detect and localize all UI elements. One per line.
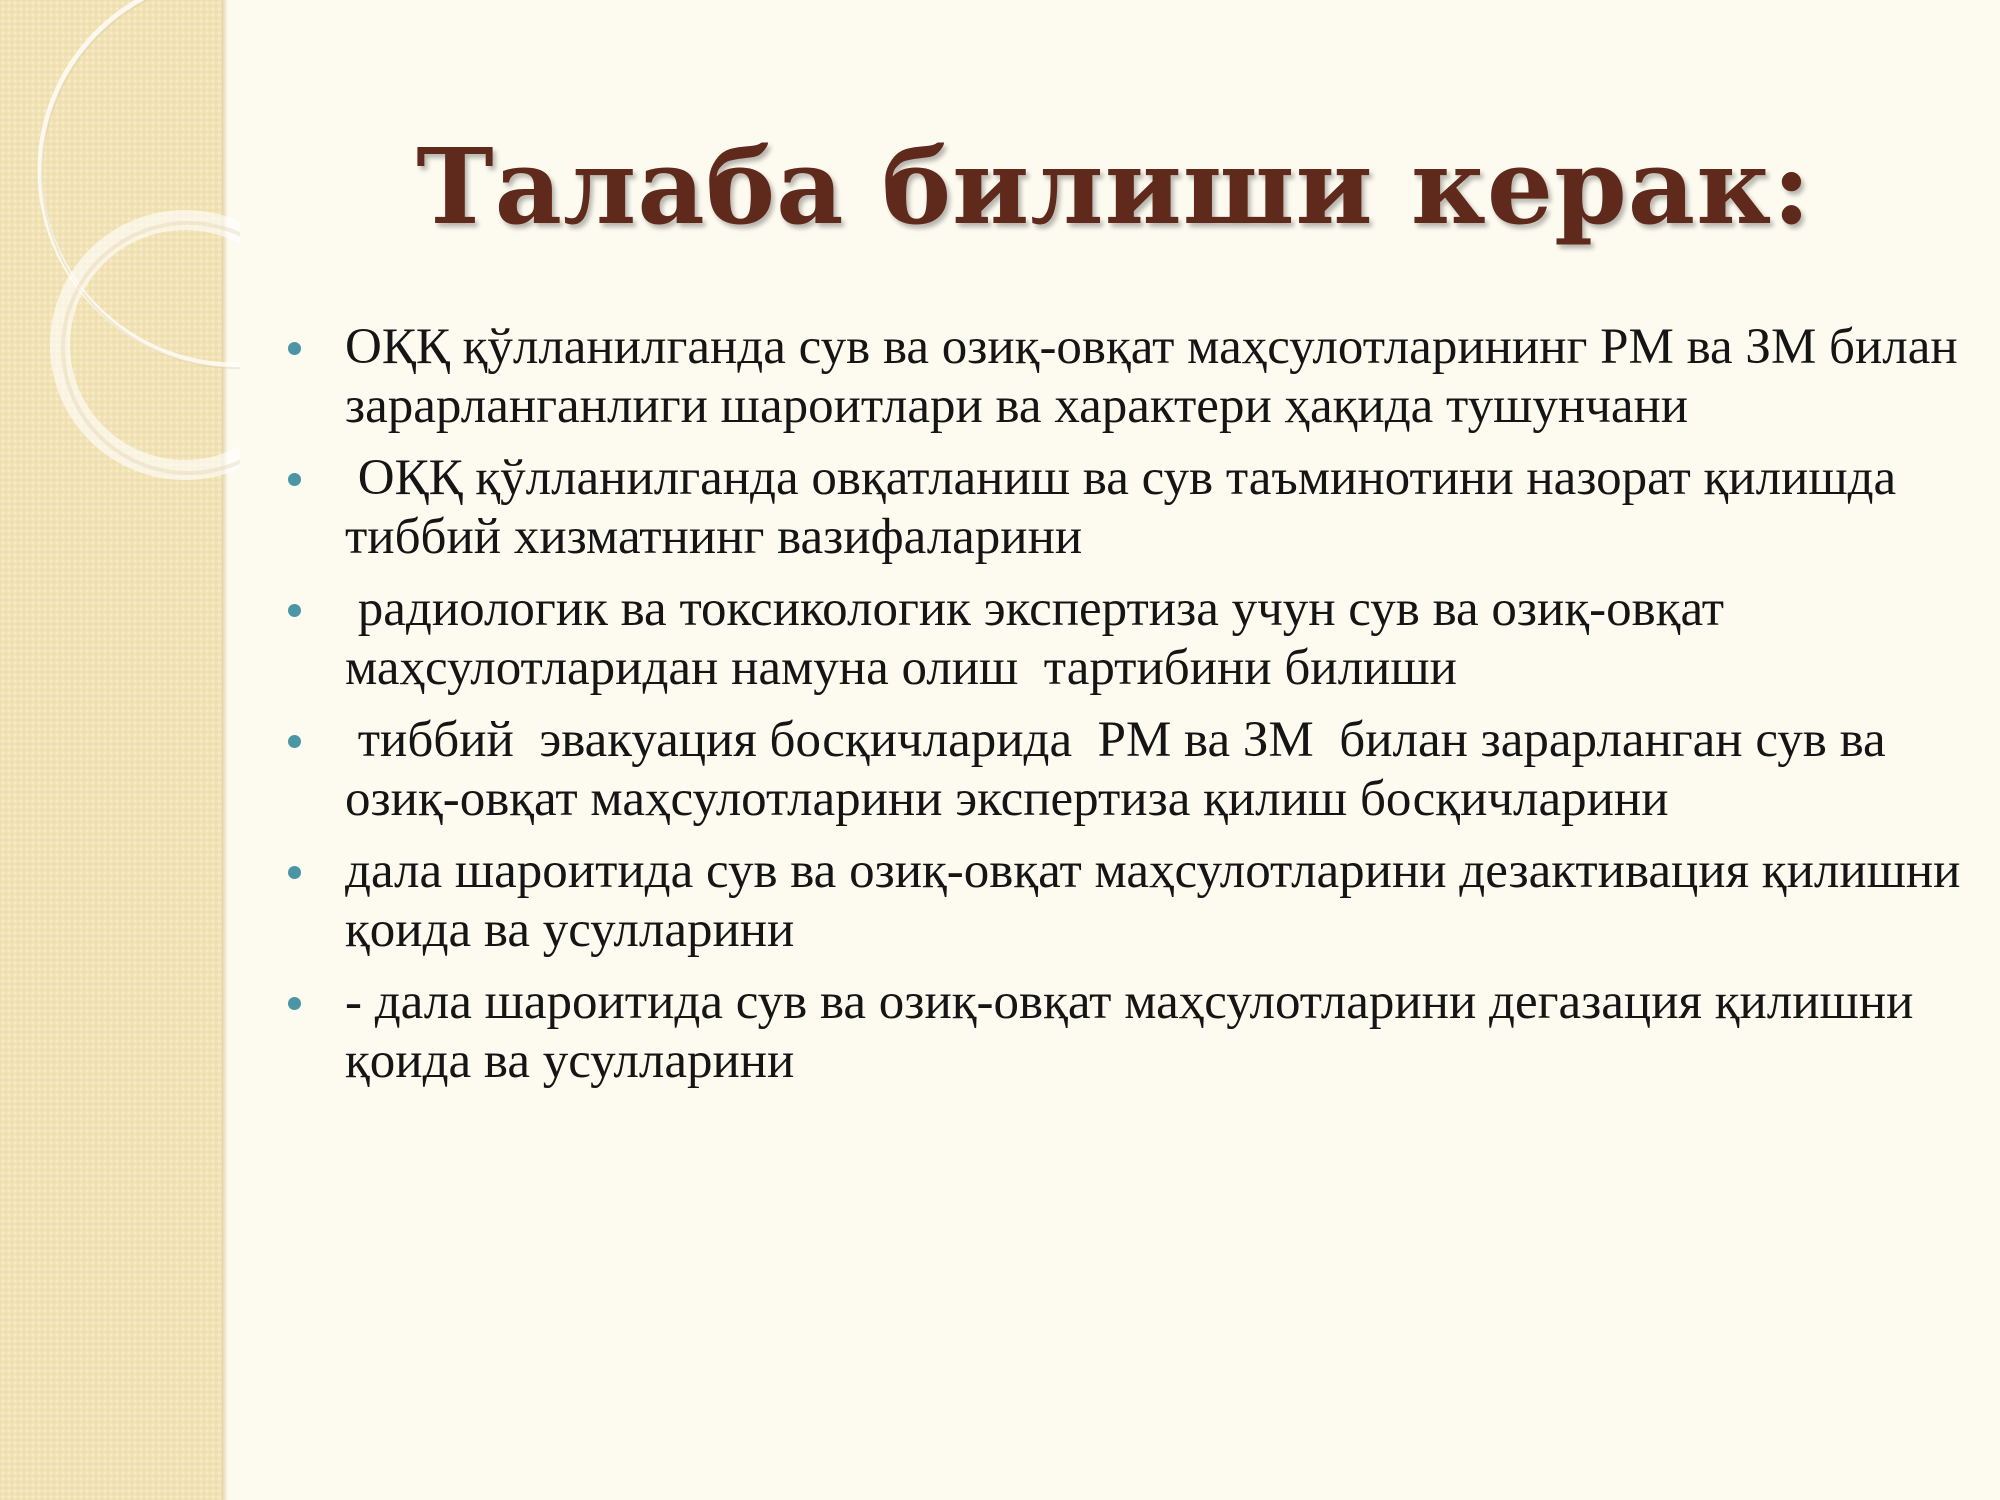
bullet-dot-icon	[288, 866, 301, 879]
bullet-text: ОҚҚ қўлланилганда сув ва озиқ-овқат маҳсулотларининг РМ ва ЗМ билан зарарланганлиги шароитлари ва характери ҳақида тушунчани	[345, 319, 1971, 434]
bullet-text: радиологик ва токсикологик экспертиза учун сув ва озиқ-овқат маҳсулотларидан намуна олиш тартибини билиши	[345, 581, 1737, 696]
bullet-dot-icon	[288, 604, 301, 617]
bullet-item-1	[282, 318, 1971, 436]
bullet-list	[282, 318, 1974, 1104]
slide-title: Талаба билиши керак:	[416, 125, 1812, 248]
bullet-item-5	[282, 842, 1974, 960]
bullet-text: - дала шароитида сув ва озиқ-овқат маҳсулотларини дегазация қилишни қоида ва усулларини	[345, 974, 1927, 1089]
bullet-dot-icon	[288, 473, 301, 486]
bullet-text: ОҚҚ қўлланилганда овқатланиш ва сув таъминотини назорат қилишда тиббий хизматнинг вазифаларини	[345, 450, 1909, 565]
bullet-dot-icon	[288, 735, 301, 748]
bullet-dot-icon	[288, 997, 301, 1010]
bullet-item-6	[282, 973, 1962, 1091]
bullet-item-2	[282, 449, 1962, 567]
bullet-text: дала шароитида сув ва озиқ-овқат маҳсулотларини дезактивация қилишни қоида ва усулларини	[345, 843, 1974, 958]
bullet-item-4	[282, 711, 1962, 829]
bullet-item-3	[282, 580, 1962, 698]
bullet-dot-icon	[288, 342, 301, 355]
decorative-rings	[0, 0, 240, 500]
bullet-text: тиббий эвакуация босқичларида РМ ва ЗМ билан зарарланган сув ва озиқ-овқат маҳсулотларини экспертиза қилиш босқичларини	[345, 712, 1899, 827]
